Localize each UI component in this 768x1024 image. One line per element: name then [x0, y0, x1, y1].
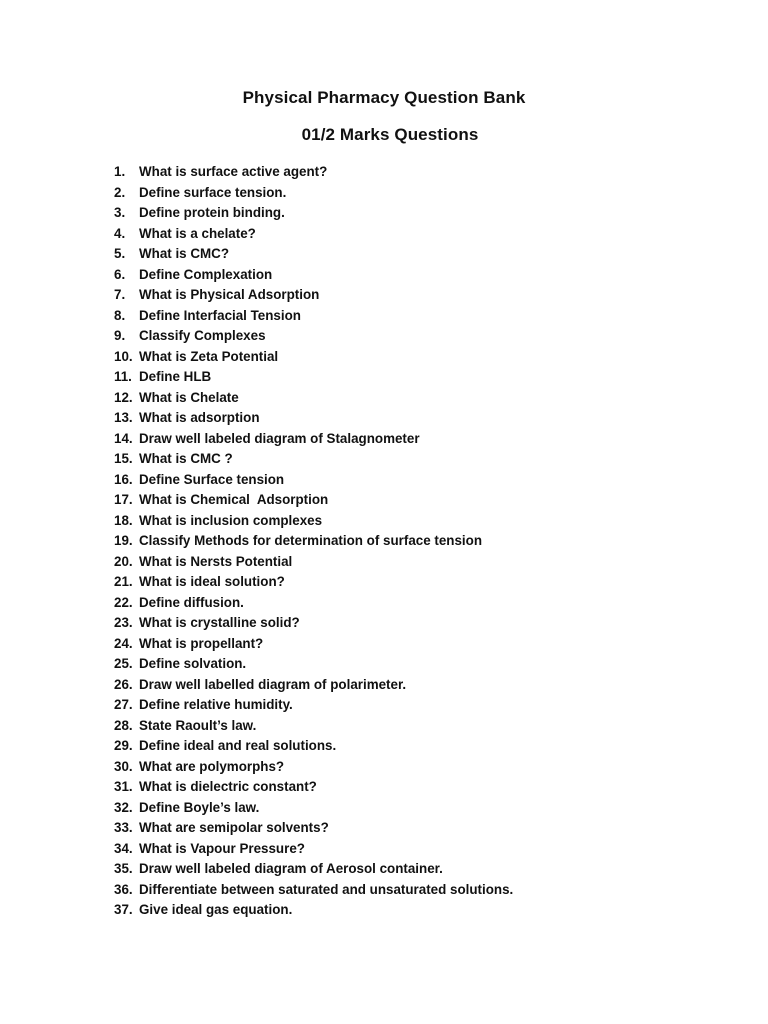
list-item [114, 777, 513, 798]
question-text: What is adsorption [139, 410, 260, 425]
question-number: 16. [114, 471, 133, 487]
question-text: Define ideal and real solutions. [139, 738, 337, 753]
question-number: 18. [114, 512, 133, 528]
question-text: Draw well labelled diagram of polarimeter. [139, 676, 407, 692]
list-item [114, 162, 513, 183]
list-item [114, 859, 513, 880]
question-number: 31. [114, 779, 133, 794]
list-item [114, 367, 513, 388]
list-item [114, 757, 513, 778]
question-number: 29. [114, 738, 133, 753]
question-number: 24. [114, 635, 133, 651]
list-item [114, 572, 513, 593]
question-text: What is inclusion complexes [139, 512, 323, 528]
question-text: Classify Methods for determination of surface tension [139, 533, 483, 548]
list-item [114, 531, 513, 552]
question-number: 1. [114, 164, 126, 179]
question-number: 15. [114, 451, 133, 466]
question-number: 21. [114, 574, 133, 589]
question-text: What is Physical Adsorption [139, 287, 320, 302]
list-item [114, 511, 513, 532]
question-number: 23. [114, 615, 133, 630]
list-item [114, 552, 513, 573]
list-item [114, 326, 513, 347]
list-item [114, 634, 513, 655]
question-number: 9. [114, 328, 126, 343]
list-item [114, 900, 513, 921]
question-list [114, 162, 513, 921]
question-number: 30. [114, 758, 133, 774]
question-number: 7. [114, 287, 126, 302]
question-number: 26. [114, 676, 133, 692]
list-item [114, 224, 513, 245]
list-item [114, 285, 513, 306]
question-text: What is a chelate? [139, 225, 256, 241]
question-text: What are polymorphs? [139, 758, 285, 774]
question-text: Define Interfacial Tension [139, 307, 301, 323]
question-number: 19. [114, 533, 133, 548]
question-text: What is Nersts Potential [139, 553, 293, 569]
question-number: 14. [114, 430, 133, 446]
question-text: What are semipolar solvents? [139, 820, 329, 835]
question-text: Classify Complexes [139, 328, 266, 343]
list-item [114, 408, 513, 429]
question-text: Draw well labeled diagram of Aerosol container. [139, 861, 443, 876]
list-item [114, 203, 513, 224]
list-item [114, 716, 513, 737]
question-text: Differentiate between saturated and unsaturated solutions. [139, 881, 514, 897]
list-item [114, 388, 513, 409]
question-text: What is crystalline solid? [139, 615, 300, 630]
list-item [114, 449, 513, 470]
list-item [114, 429, 513, 450]
question-text: Define HLB [139, 369, 212, 384]
document-title: Physical Pharmacy Question Bank [242, 88, 526, 107]
question-text: Define solvation. [139, 656, 247, 671]
question-number: 27. [114, 697, 133, 712]
list-item [114, 613, 513, 634]
document-subtitle: 01/2 Marks Questions [301, 125, 479, 144]
question-text: What is Vapour Pressure? [139, 840, 305, 856]
question-number: 25. [114, 656, 133, 671]
question-number: 22. [114, 594, 133, 610]
list-item [114, 347, 513, 368]
question-text: Draw well labeled diagram of Stalagnometer [139, 430, 420, 446]
list-item [114, 306, 513, 327]
list-item [114, 183, 513, 204]
question-text: Define diffusion. [139, 594, 244, 610]
question-number: 17. [114, 492, 133, 507]
list-item [114, 675, 513, 696]
question-text: What is Chemical Adsorption [139, 492, 329, 507]
question-number: 28. [114, 717, 133, 733]
question-number: 34. [114, 840, 133, 856]
question-text: Define relative humidity. [139, 697, 293, 712]
question-text: What is CMC? [139, 246, 230, 261]
list-item [114, 654, 513, 675]
question-text: Give ideal gas equation. [139, 902, 293, 917]
question-number: 4. [114, 225, 126, 241]
list-item [114, 695, 513, 716]
question-number: 3. [114, 205, 126, 220]
question-number: 2. [114, 184, 126, 200]
question-number: 10. [114, 348, 133, 364]
question-text: What is propellant? [139, 635, 264, 651]
question-number: 12. [114, 389, 133, 405]
question-number: 13. [114, 410, 133, 425]
question-text: What is Chelate [139, 389, 239, 405]
question-text: Define Complexation [139, 266, 273, 282]
question-text: Define protein binding. [139, 205, 285, 220]
list-item [114, 818, 513, 839]
question-number: 5. [114, 246, 126, 261]
question-number: 33. [114, 820, 133, 835]
question-number: 11. [114, 369, 132, 384]
question-text: Define Boyle’s law. [139, 799, 260, 815]
question-text: What is surface active agent? [139, 164, 328, 179]
list-item [114, 798, 513, 819]
question-text: Define Surface tension [139, 471, 285, 487]
list-item [114, 265, 513, 286]
list-item [114, 736, 513, 757]
question-number: 8. [114, 307, 126, 323]
question-number: 20. [114, 553, 133, 569]
question-text: State Raoult’s law. [139, 717, 257, 733]
question-number: 32. [114, 799, 133, 815]
question-number: 35. [114, 861, 133, 876]
question-number: 36. [114, 881, 133, 897]
question-text: What is ideal solution? [139, 574, 285, 589]
question-text: What is CMC ? [139, 451, 233, 466]
question-number: 6. [114, 266, 126, 282]
list-item [114, 490, 513, 511]
list-item [114, 470, 513, 491]
list-item [114, 244, 513, 265]
list-item [114, 593, 513, 614]
question-text: What is Zeta Potential [139, 348, 279, 364]
list-item [114, 880, 513, 901]
question-text: Define surface tension. [139, 184, 287, 200]
question-number: 37. [114, 902, 133, 917]
question-text: What is dielectric constant? [139, 779, 317, 794]
list-item [114, 839, 513, 860]
